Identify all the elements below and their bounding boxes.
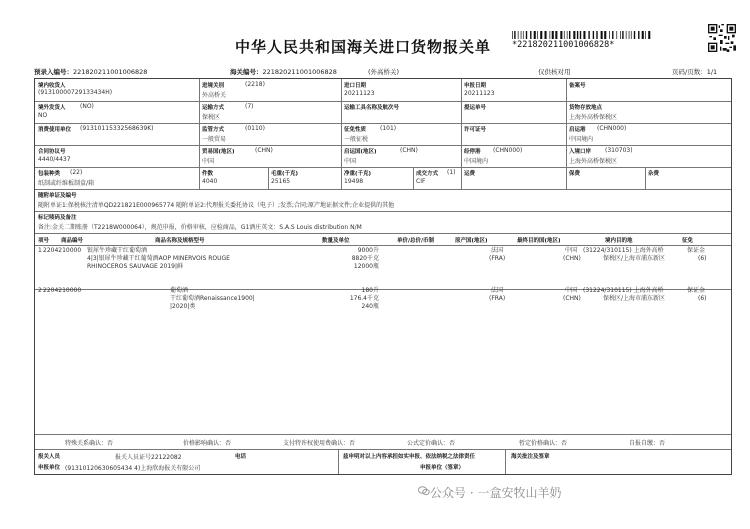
storage-place-label: 货物存放地点 <box>569 105 603 111</box>
price-impact-confirm: 价格影响确认：否 <box>183 440 232 447</box>
pieces-label: 件数 <box>202 171 214 177</box>
stop-port-code: (CHN000) <box>493 147 523 154</box>
attached-docs-value: 随附单证1:保税核注清单QD221821E000965774 随附单证2:代理报关委托协议（电子）;发票;合同;原产地证据文件;企业提供的其他 <box>38 202 395 209</box>
provisional-price-confirm: 暂定价格确认：否 <box>519 440 568 447</box>
watermark: 公众号 · 一盒安牧山羊奶 <box>430 486 562 500</box>
origin-country-code: (CHN) <box>400 147 418 154</box>
table-row: 1 2204210000 银犀牛珍藏干红葡萄酒 4|3|银犀牛珍藏干红葡萄酒AOP MINERVOIS ROUGE RHINOCEROS SAUVAGE 2019|鲜 9000升 8820千克 12000瓶 法国 (FRA) 中国 (CHN) (31224/310115) 上海外高桥 保税区/上海市浦东新区 保证金 (6) <box>38 247 707 270</box>
trade-country-name: 中国 <box>202 158 215 165</box>
declarant-person-label: 报关人员 <box>38 454 61 460</box>
net-weight-value: 19498 <box>344 178 364 185</box>
deal-mode-code: (1) <box>447 169 456 176</box>
trade-country-code: (CHN) <box>255 147 273 154</box>
goods-header-no: 项号 <box>38 238 50 244</box>
stop-port-name: 中国境内 <box>464 158 489 165</box>
entry-port-code: (2218) <box>245 81 265 88</box>
package-name: 纸制或纤维板制盒/箱 <box>38 180 95 187</box>
deal-mode-name: CIF <box>416 178 426 185</box>
transport-mode-name: 保税区 <box>202 114 221 121</box>
license-label: 许可证号 <box>464 127 487 133</box>
goods-header-dest: 最终目的国(地区) <box>517 238 561 244</box>
net-weight-label: 净重(千克) <box>344 171 372 177</box>
insurance-label: 保费 <box>569 171 581 177</box>
special-relation-confirm: 特殊关系确认：否 <box>65 440 114 447</box>
customs-remark-label: 海关批注及签章 <box>511 454 550 460</box>
misc-fee-label: 杂费 <box>648 171 660 177</box>
declarant-cert: 报关人员证号22122082 <box>115 454 182 461</box>
consignor-name: NO <box>38 112 48 119</box>
declarant-statement: 兹申明对以上内容承担如实申报、依法纳税之法律责任 <box>343 454 476 460</box>
barcode <box>512 31 702 39</box>
gross-weight-label: 毛重(千克) <box>271 171 299 177</box>
consignor-code: (NO) <box>80 103 94 110</box>
departure-port-label: 启运港 <box>569 127 586 133</box>
wechat-icon <box>418 486 430 496</box>
goods-header-qty: 数量及单位 <box>322 238 350 244</box>
import-date-label: 进口日期 <box>344 83 367 89</box>
consignee-label: 境内收货人 <box>38 83 66 89</box>
qr-code-icon <box>708 24 736 52</box>
stop-port-label: 经停港 <box>464 149 481 155</box>
goods-header-origin: 原产国(地区) <box>455 238 488 244</box>
trade-country-label: 贸易国(地区) <box>202 149 235 155</box>
package-code: (22) <box>70 169 83 176</box>
tax-nature-name: 一般征税 <box>344 136 369 143</box>
consumer-code: (91310115332568639K) <box>80 125 154 132</box>
gross-weight-value: 25165 <box>271 178 291 185</box>
consignee-value: (91310000729133434H) <box>38 89 113 96</box>
goods-header-price: 单价/总价/币制 <box>397 238 435 244</box>
supervision-name: 一般贸易 <box>202 136 227 143</box>
goods-header-district: 境内目的地 <box>605 238 633 244</box>
storage-place-value: 上海外高桥保税区 <box>569 114 618 121</box>
entry-port-name: 外高桥关 <box>202 92 227 99</box>
declare-date-label: 申报日期 <box>464 83 487 89</box>
supervision-label: 监管方式 <box>202 127 225 133</box>
customs-port: (外高桥关) <box>368 68 400 76</box>
deal-mode-label: 成交方式 <box>416 171 439 177</box>
declarant-seal-label: 申报单位（签章） <box>420 465 465 471</box>
origin-country-name: 中国 <box>344 158 357 165</box>
declarant-unit-label: 申报单位 <box>38 465 61 471</box>
consumer-label: 消费使用单位 <box>38 127 72 133</box>
page-number: 页码/页数：1/1 <box>672 68 718 76</box>
pre-entry-no: 预录入编号：221820211001006828 <box>34 68 148 76</box>
transport-mode-label: 运输方式 <box>202 105 225 111</box>
supervision-code: (0110) <box>245 125 265 132</box>
marks-value: 备注:金关二期账册（T2218W000064），规范申报，价格审核，应检商品，G1酒庄英文：S.A.S Louis distribution N/M <box>38 224 362 231</box>
import-date-value: 20211123 <box>344 90 375 97</box>
usage-note: 仅供核对用 <box>538 68 571 76</box>
entry-point-label: 入境口岸 <box>569 149 592 155</box>
departure-port-name: 中国境内 <box>569 136 594 143</box>
goods-header-code: 商品编号 <box>61 238 84 244</box>
declarant-unit-value: (91310120630605434 4)上海欣海报关有限公司 <box>65 465 201 472</box>
pieces-value: 4040 <box>202 178 218 185</box>
marks-label: 标记唛码及备注 <box>38 215 77 221</box>
entry-point-name: 上海外高桥保税区 <box>569 158 618 165</box>
bill-no-label: 提运单号 <box>464 105 487 111</box>
barcode-text: *221820211001006828* <box>512 40 615 50</box>
page-title: 中华人民共和国海关进口货物报关单 <box>235 38 492 56</box>
declaration-form <box>34 78 732 475</box>
declarant-phone-label: 电话 <box>235 454 247 460</box>
entry-port-label: 进境关别 <box>202 83 225 89</box>
package-label: 包装种类 <box>38 171 61 177</box>
record-no-label: 备案号 <box>569 83 586 89</box>
public-price-confirm: 公式定价确认：否 <box>407 440 456 447</box>
transport-mode-code: (7) <box>245 103 254 110</box>
royalty-confirm: 支付特许权使用费确认：否 <box>283 440 356 447</box>
consignor-label: 境外发货人 <box>38 105 66 111</box>
tax-nature-label: 征免性质 <box>344 127 367 133</box>
origin-country-label: 启运国(地区) <box>344 149 377 155</box>
attached-docs-label: 随附单证及编号 <box>38 193 77 199</box>
freight-label: 运费 <box>464 171 476 177</box>
entry-point-code: (310703) <box>605 147 633 154</box>
goods-header-name: 商品名称及规格型号 <box>155 238 205 244</box>
departure-port-code: (CHN000) <box>597 125 627 132</box>
contract-label: 合同协议号 <box>38 149 66 155</box>
tax-nature-code: (101) <box>380 125 397 132</box>
declare-date-value: 20211123 <box>464 90 495 97</box>
self-pay-confirm: 自报自缴：否 <box>629 440 666 447</box>
goods-header-levy: 征免 <box>682 238 694 244</box>
customs-no: 海关编号：221820211001006828 <box>230 68 337 76</box>
table-row: 2 2204210000 葡萄酒 干红葡萄酒Renaissance1900| |2020|类 180升 176.4千克 240瓶 法国 (FRA) 中国 (CHN) (31224/310115) 上海外高桥 保税区/上海市浦东新区 保证金 (6) <box>38 287 707 310</box>
transport-name-label: 运输工具名称及航次号 <box>344 105 400 111</box>
contract-value: 4440/4437 <box>38 156 71 163</box>
